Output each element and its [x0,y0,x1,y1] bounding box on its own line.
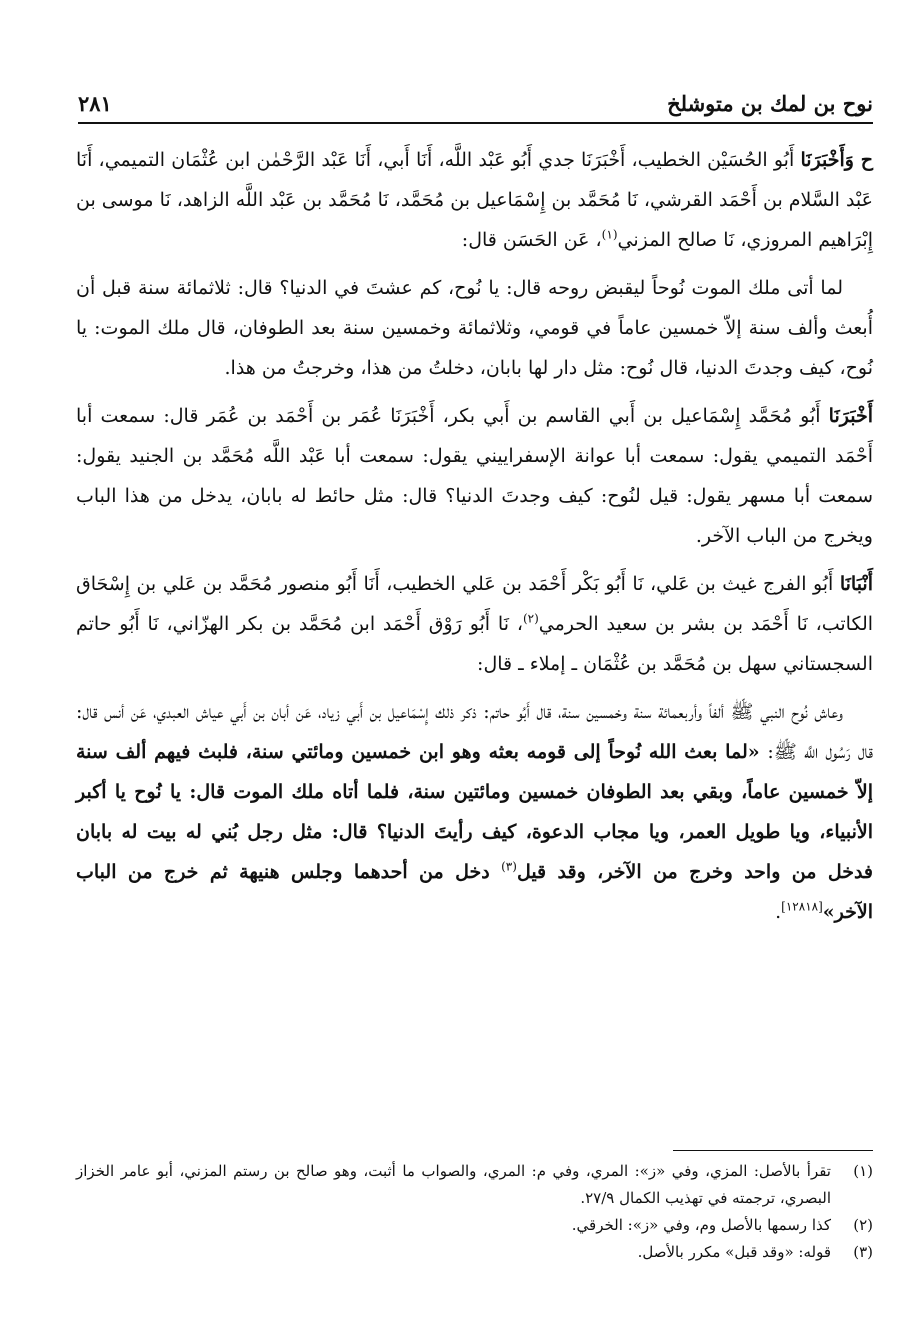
paragraph-end: . [775,901,782,923]
paragraph-text: لما أتى ملك الموت نُوحاً ليقبض روحه قال: يا نُوح، كم عشتَ في الدنيا؟ قال: ثلاثمائة سنة قبل أن أُبعث وألف سنة إلاّ خمسين عاماً في قومي، وثلاثمائة وخمسين سنة بعد الطوفان، قال ملك الموت: يا نُوح، كيف وجدتَ الدنيا، قال نُوح: مثل دار لها بابان، دخلتُ من هذا، وخرجتُ من هذا. [76,277,873,379]
hadith-tail: دخل من أحدهما وجلس هنيهة ثم خرج من الباب الآخر» [76,861,873,923]
footnote-text: كذا رسمها بالأصل وم، وفي «ز»: الخرقي. [571,1216,831,1234]
paragraph-tail: ، نَا أَبُو رَوْق أَحْمَد ابن مُحَمَّد بن بكر الهزّاني، نَا أَبُو حاتم السجستاني سهل بن مُحَمَّد بن عُثْمَان ـ إملاء ـ قال: [76,613,873,675]
footnote-rule [673,1150,873,1151]
header-rule [78,122,873,124]
paragraph-text: أَبُو الحُسَيْن الخطيب، أَخْبَرَنَا جدي أَبُو عَبْد اللَّه، أَنَا أَبي، أَنَا عَبْد الرَّحْمٰن ابن عُثْمَان التميمي، أَنَا عَبْد السَّلام بن أَحْمَد القرشي، نَا مُحَمَّد بن إِسْمَاعيل بن مُحَمَّد، نَا مُحَمَّد بن عَبْد اللَّه الزاهد، نَا موسى بن إِبْرَاهيم المروزي، نَا صالح المزني [76,149,873,251]
footnote-number: (٣) [853,1243,873,1261]
running-header [78,82,873,116]
chapter-title: نوح بن لمك بن متوشلخ [667,91,873,116]
footnote-number: (٢) [853,1216,873,1234]
footnote [76,1158,873,1212]
main-text [76,140,873,940]
footnote-ref: (٣) [501,859,517,874]
paragraph-text: وعاش نُوح النبي ﷺ ألفاً وأربعمائة سنة وخمسين سنة، قال أَبُو حاتم: ذكر ذلك إِسْمَاعيل بن أَبي زياد، عَن أبان بن أَبي عياش العبدي، عَن أنس قال: قال رَسُول اللَّه ﷺ: [76,701,873,763]
hadith-text: «لما بعث الله نُوحاً إلى قومه بعثه وهو ابن خمسين ومائتي سنة، فلبث فيهم ألف سنة إلاّ خمسين عاماً، وبقي بعد الطوفان خمسين ومائتين سنة، فلما أتاه ملك الموت قال: يا نُوح يا أكبر الأنبياء، ويا طويل العمر، ويا مجاب الدعوة، كيف رأيتَ الدنيا؟ قال: مثل رجل بُني له بيت له بابان فدخل من واحد وخرج من الآخر، وقد قيل [76,741,874,883]
paragraph-lead: أَنْبَانَا [839,573,873,595]
paragraph-5 [76,692,873,932]
paragraph-4 [76,564,873,684]
paragraph-3 [76,396,873,556]
footnote-text: قوله: «وقد قبل» مكرر بالأصل. [637,1243,831,1261]
paragraph-lead: أَخْبَرَنَا [828,405,873,427]
paragraph-tail: ، عَن الحَسَن قال: [461,229,602,251]
footnote-text: تقرأ بالأصل: المزي، وفي «ز»: المري، وفي م: المري، والصواب ما أثبت، وهو صالح بن رستم المزني، أبو عامر الخزاز البصري، ترجمته في تهذيب الكمال ٢٧/٩. [76,1162,831,1207]
paragraph-lead: ح وَأَخْبَرَنَا [800,149,873,171]
paragraph-text: أَبُو مُحَمَّد إِسْمَاعيل بن أَبي القاسم بن أَبي بكر، أَخْبَرَنَا عُمَر بن أَحْمَد بن عُمَر قال: سمعت أبا أَحْمَد التميمي يقول: سمعت أبا عوانة الإسفراييني يقول: سمعت أبا عَبْد اللَّه مُحَمَّد بن الجنيد يقول: سمعت أبا مسهر يقول: قيل لنُوح: كيف وجدتَ الدنيا؟ قال: مثل حائط له بابان، يدخل من هذا الباب ويخرج من الباب الآخر. [76,405,873,547]
paragraph-1 [76,140,873,260]
footnote-number: (١) [853,1162,873,1180]
footnote [76,1212,873,1239]
page-number: ٢٨١ [78,91,112,116]
footnotes [76,1158,873,1266]
footnote [76,1239,873,1266]
paragraph-2 [76,268,873,388]
hadith-number: [١٢٨١٨] [781,899,823,914]
footnote-ref: (١) [601,227,618,242]
paragraph-text: أَبُو الفرج غيث بن عَلي، نَا أَبُو بَكْر أَحْمَد بن عَلي الخطيب، أَنَا أَبُو منصور مُحَمَّد بن عَلي بن إِسْحَاق الكاتب، نَا أَحْمَد بن بشر بن سعيد الحرمي [76,573,874,635]
footnote-ref: (٢) [522,611,539,626]
